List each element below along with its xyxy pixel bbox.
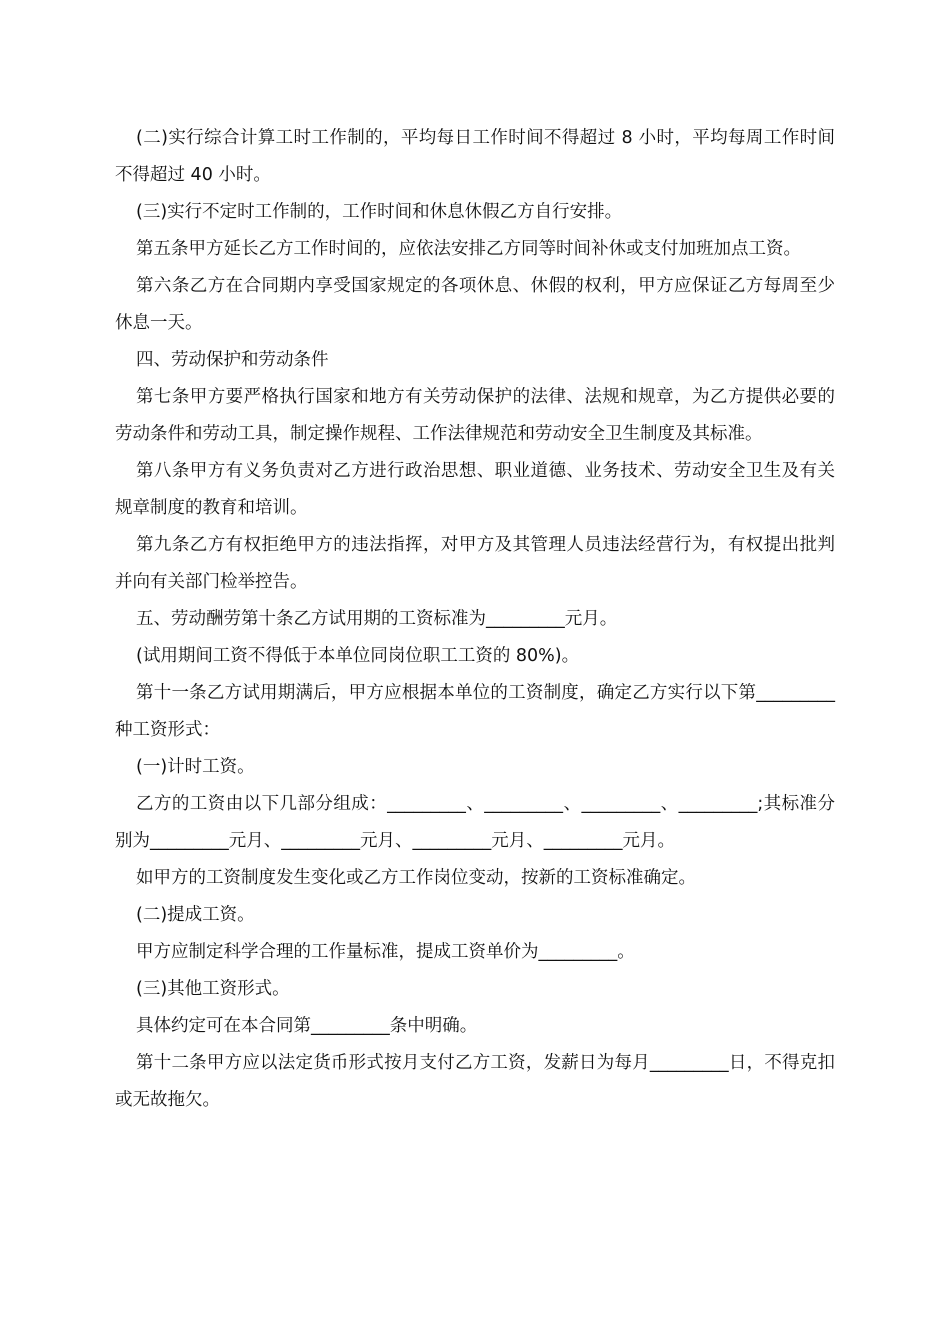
document-body: [115, 120, 835, 1119]
paragraph-wage-composition: 乙方的工资由以下几部分组成：_________、_________、_________、_________;其标准分别为_________元月、_________元月、_________元月、_________元月。: [115, 794, 835, 851]
paragraph-commission-wage: 甲方应制定科学合理的工作量标准，提成工资单价为_________。: [136, 942, 635, 962]
paragraph-working-hours-comprehensive: (二)实行综合计算工时工作制的，平均每日工作时间不得超过 8 小时，平均每周工作时间不得超过 40 小时。: [115, 128, 835, 185]
paragraph-article-5: 第五条甲方延长乙方工作时间的，应依法安排乙方同等时间补休或支付加班加点工资。: [136, 239, 801, 259]
paragraph-probation-note: (试用期间工资不得低于本单位同岗位职工工资的 80%)。: [136, 646, 580, 666]
paragraph-commission-wage-heading: (二)提成工资。: [136, 905, 255, 925]
paragraph-article-8: 第八条甲方有义务负责对乙方进行政治思想、职业道德、业务技术、劳动安全卫生及有关规章制度的教育和培训。: [115, 461, 835, 518]
paragraph-article-6: 第六条乙方在合同期内享受国家规定的各项休息、休假的权利，甲方应保证乙方每周至少休息一天。: [115, 276, 835, 333]
paragraph-other-wage-heading: (三)其他工资形式。: [136, 979, 290, 999]
paragraph-other-wage: 具体约定可在本合同第_________条中明确。: [136, 1016, 478, 1036]
paragraph-article-7: 第七条甲方要严格执行国家和地方有关劳动保护的法律、法规和规章，为乙方提供必要的劳动条件和劳动工具，制定操作规程、工作法律规范和劳动安全卫生制度及其标准。: [115, 387, 835, 444]
section-heading-labor-protection: 四、劳动保护和劳动条件: [136, 350, 329, 370]
paragraph-working-hours-flexible: (三)实行不定时工作制的，工作时间和休息休假乙方自行安排。: [136, 202, 623, 222]
paragraph-article-12: 第十二条甲方应以法定货币形式按月支付乙方工资，发薪日为每月_________日，不得克扣或无故拖欠。: [115, 1053, 835, 1110]
paragraph-time-wage-heading: (一)计时工资。: [136, 757, 255, 777]
paragraph-article-10: 五、劳动酬劳第十条乙方试用期的工资标准为_________元月。: [136, 609, 618, 629]
paragraph-wage-change: 如甲方的工资制度发生变化或乙方工作岗位变动，按新的工资标准确定。: [136, 868, 696, 888]
paragraph-article-9: 第九条乙方有权拒绝甲方的违法指挥，对甲方及其管理人员违法经营行为，有权提出批判并向有关部门检举控告。: [115, 535, 835, 592]
paragraph-article-11: 第十一条乙方试用期满后，甲方应根据本单位的工资制度，确定乙方实行以下第_________种工资形式：: [115, 683, 835, 740]
